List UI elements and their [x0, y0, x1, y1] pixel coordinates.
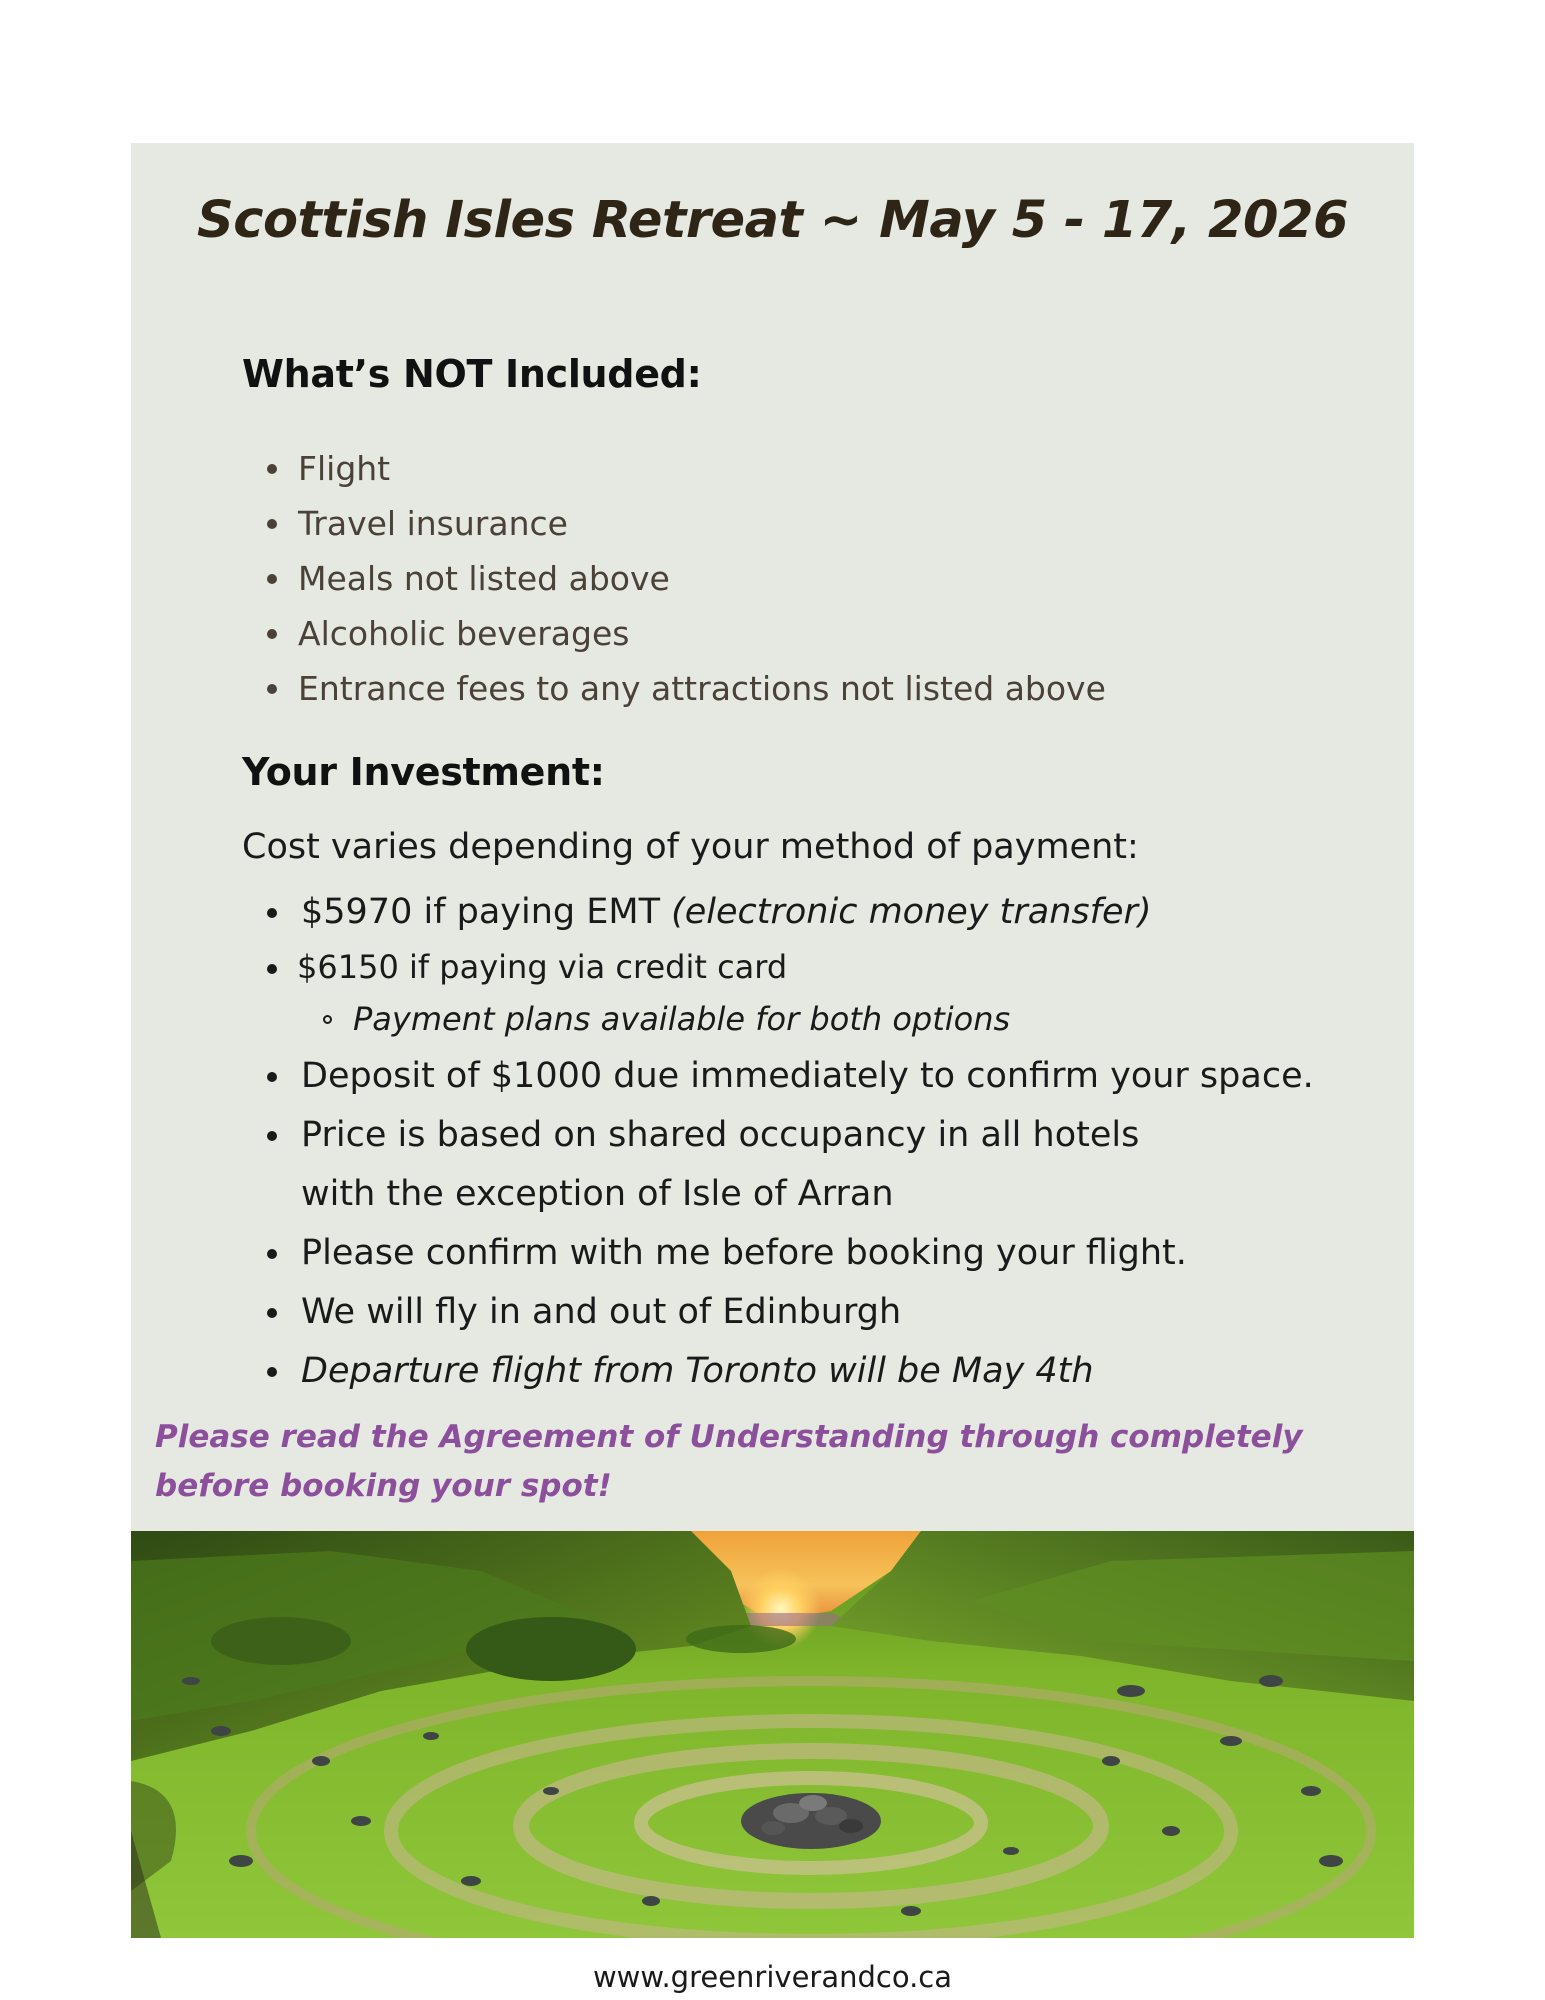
bullet-dot-icon — [267, 908, 277, 918]
bullet-dot-icon — [267, 964, 277, 974]
list-item: Travel insurance — [131, 496, 1106, 551]
bullet-dot-icon — [267, 1367, 277, 1377]
list-item-confirm: Please confirm with me before booking your flight. — [131, 1224, 1414, 1283]
bullet-circle-icon — [323, 1015, 332, 1024]
list-item: Alcoholic beverages — [131, 606, 1106, 661]
not-included-heading: What’s NOT Included: — [242, 352, 702, 396]
list-item-credit: $6150 if paying via credit card — [131, 942, 1414, 992]
page-title: Scottish Isles Retreat ~ May 5 - 17, 2026 — [197, 191, 1348, 250]
investment-list — [131, 883, 1414, 1401]
bullet-dot-icon — [267, 1249, 277, 1259]
list-item-deposit: Deposit of $1000 due immediately to confirm your space. — [131, 1047, 1414, 1106]
bullet-dot-icon — [267, 1072, 277, 1082]
investment-heading: Your Investment: — [242, 750, 605, 794]
retreat-info-panel — [131, 143, 1414, 1531]
list-item-emt: $5970 if paying EMT (electronic money transfer) — [131, 883, 1414, 942]
investment-intro: Cost varies depending of your method of payment: — [242, 827, 1139, 867]
list-item: Entrance fees to any attractions not listed above — [131, 661, 1106, 716]
website-url: www.greenriverandco.ca — [592, 1960, 953, 1994]
bullet-dot-icon — [267, 1131, 277, 1141]
list-item-departure: Departure flight from Toronto will be May 4th — [131, 1342, 1414, 1401]
not-included-list — [131, 441, 1106, 716]
list-item: Flight — [131, 441, 1106, 496]
list-item-fly: We will fly in and out of Edinburgh — [131, 1283, 1414, 1342]
list-item: Meals not listed above — [131, 551, 1106, 606]
bullet-dot-icon — [267, 629, 277, 639]
agreement-notice: Please read the Agreement of Understanding through completely before booking your spot! — [155, 1419, 1303, 1504]
bullet-dot-icon — [267, 1308, 277, 1318]
bullet-dot-icon — [267, 574, 277, 584]
list-item-payment-plans: Payment plans available for both options — [131, 992, 1414, 1047]
list-item-occupancy: Price is based on shared occupancy in all hotels with the exception of Isle of Arran — [131, 1106, 1181, 1224]
bullet-dot-icon — [267, 684, 277, 694]
bullet-dot-icon — [267, 519, 277, 529]
fairy-glen-landscape-photo — [131, 1531, 1414, 1938]
bullet-dot-icon — [267, 464, 277, 474]
